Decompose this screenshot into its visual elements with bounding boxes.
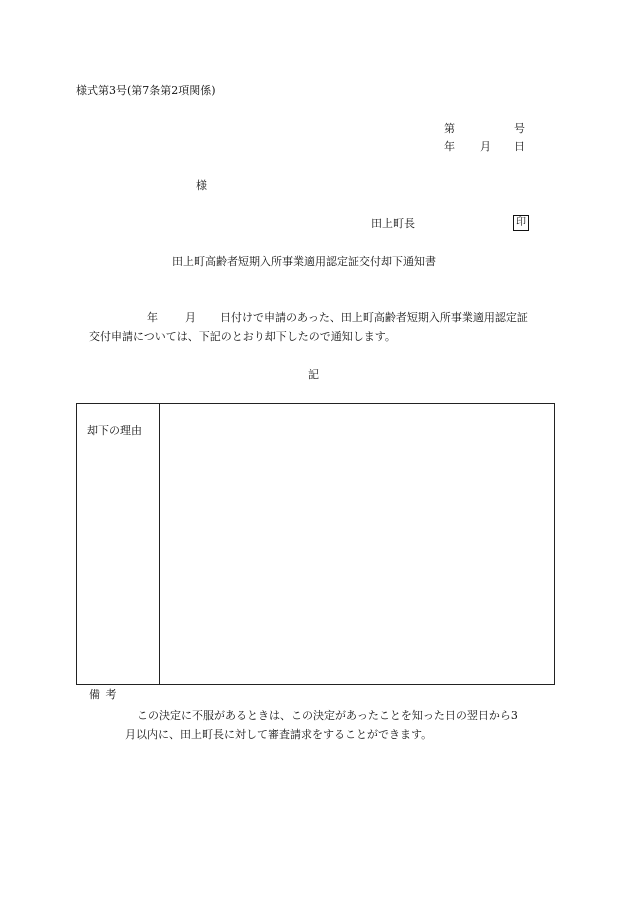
ki-heading: 記 [308,368,319,381]
document-number-prefix: 第 [444,122,455,135]
application-date-month: 月 [185,311,196,324]
application-date-year: 年 [147,311,158,324]
remarks-text-line-1: この決定に不服があるときは、この決定があったことを知った日の翌日から3 [137,709,518,722]
issue-date-month: 月 [480,140,491,153]
document-title: 田上町高齢者短期入所事業適用認定証交付却下通知書 [172,255,436,268]
body-text-line-2: 交付申請については、下記のとおり却下したので通知します。 [89,330,396,343]
document-number-suffix: 号 [514,122,525,135]
rejection-reason-label: 却下の理由 [87,424,142,437]
rejection-reason-table [76,403,555,685]
body-text-line-1: 日付けで申請のあった、田上町高齢者短期入所事業適用認定証 [220,311,528,324]
table-divider [159,404,160,684]
rejection-reason-field[interactable] [161,404,554,684]
issue-date-day: 日 [514,140,525,153]
sender-name: 田上町長 [371,217,415,230]
remarks-text-line-2: 月以内に、田上町長に対して審査請求をすることができます。 [125,728,433,741]
recipient-honorific: 様 [196,179,207,192]
remarks-heading: 備考 [89,688,122,701]
form-number-label: 様式第3号(第7条第2項関係) [76,84,216,97]
seal-stamp: 印 [513,215,529,231]
issue-date-year: 年 [444,140,455,153]
